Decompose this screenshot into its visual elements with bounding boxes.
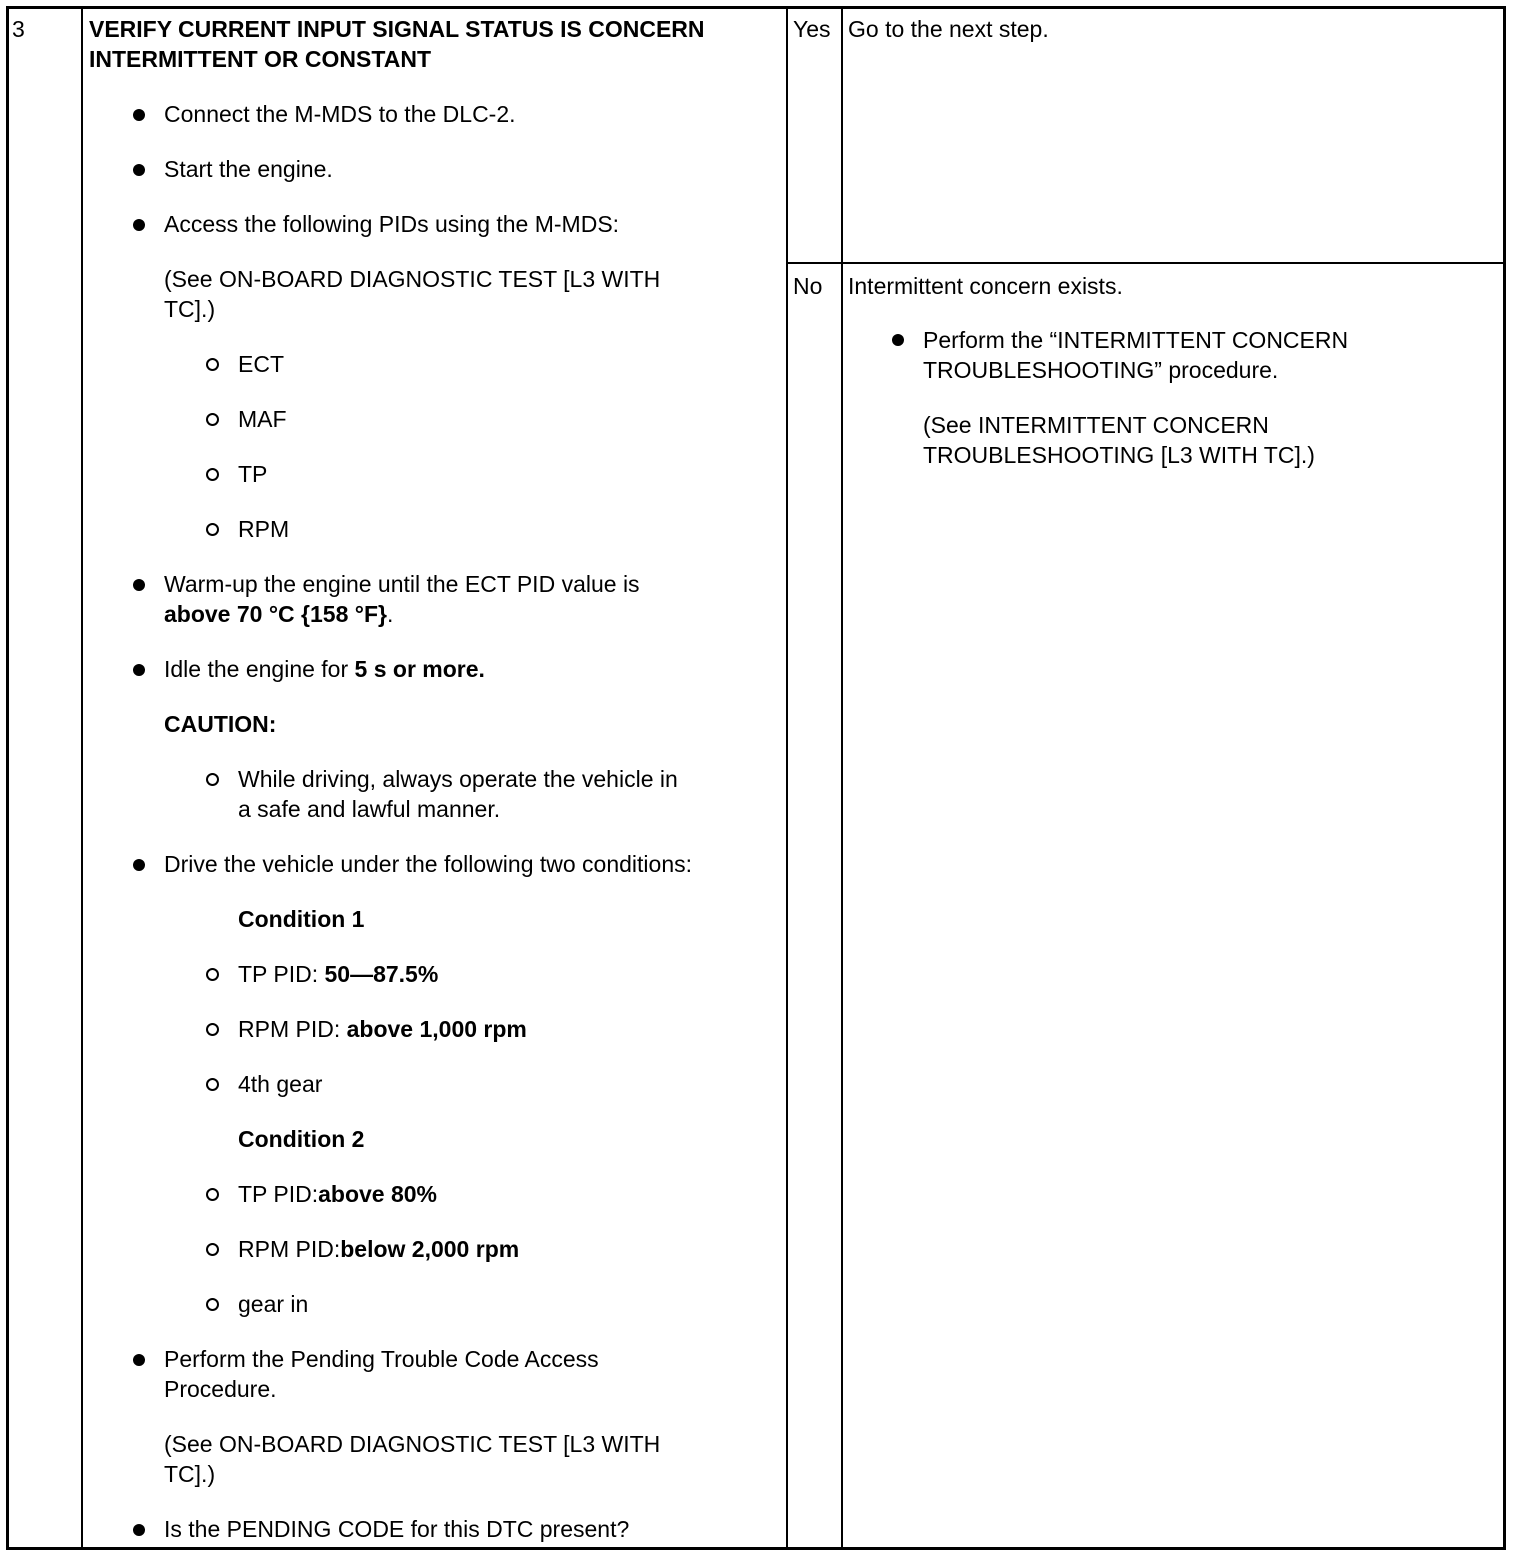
see-obd-ref-1-cont: TC].) [164,296,216,322]
pid-item: RPM [238,516,290,542]
sub-bullet-icon [206,1188,219,1201]
caution-heading: CAUTION: [164,711,277,737]
no-see-ref-cont: TROUBLESHOOTING [L3 WITH TC].) [923,442,1315,468]
step-warm-up-cont [164,599,393,629]
sub-bullet-icon [206,358,219,371]
row-divider [786,262,1506,264]
rpm-label: RPM PID: [238,1236,341,1262]
no-perform-cont: TROUBLESHOOTING” procedure. [923,357,1279,383]
rpm-value: below 2,000 rpm [340,1236,520,1262]
step-access: Access the following PIDs using the M-MDS: [164,211,620,237]
step-start: Start the engine. [164,156,333,182]
bullet-icon [133,579,145,591]
no-perform: Perform the “INTERMITTENT CONCERN [923,327,1349,353]
column-divider [841,6,843,1550]
step-title-line1: VERIFY CURRENT INPUT SIGNAL STATUS IS CONCERN [89,16,705,42]
sub-bullet-icon [206,773,219,786]
bullet-icon [133,859,145,871]
warm-up-period: . [386,601,394,627]
tp-value: 50—87.5% [324,961,439,987]
tp-label: TP PID: [238,1181,319,1207]
bullet-icon [133,164,145,176]
rpm-value: above 1,000 rpm [346,1016,527,1042]
sub-bullet-icon [206,468,219,481]
sub-bullet-icon [206,413,219,426]
condition-2-gear: gear in [238,1291,309,1317]
condition-2-heading: Condition 2 [238,1126,365,1152]
caution-text-cont: a safe and lawful manner. [238,796,501,822]
pid-item: MAF [238,406,287,432]
sub-bullet-icon [206,1023,219,1036]
bullet-icon [133,109,145,121]
warm-up-temperature: above 70 °C {158 °F} [164,601,387,627]
idle-duration: 5 s or more. [354,656,485,682]
pid-item: TP [238,461,268,487]
bullet-icon [133,219,145,231]
tp-value: above 80% [318,1181,438,1207]
condition-1-tp [238,959,438,989]
no-label: No [793,273,823,299]
see-obd-ref-2: (See ON-BOARD DIAGNOSTIC TEST [L3 WITH [164,1431,661,1457]
yes-action: Go to the next step. [848,16,1049,42]
bullet-icon [133,1354,145,1366]
no-see-ref: (See INTERMITTENT CONCERN [923,412,1269,438]
condition-1-gear: 4th gear [238,1071,323,1097]
rpm-label: RPM PID: [238,1016,347,1042]
no-action: Intermittent concern exists. [848,273,1123,299]
sub-bullet-icon [206,1243,219,1256]
bullet-icon [892,334,904,346]
step-question: Is the PENDING CODE for this DTC present? [164,1516,630,1542]
condition-2-rpm [238,1234,519,1264]
step-idle [164,654,485,684]
step-title-line2: INTERMITTENT OR CONSTANT [89,46,431,72]
see-obd-ref-1: (See ON-BOARD DIAGNOSTIC TEST [L3 WITH [164,266,661,292]
tp-label: TP PID: [238,961,325,987]
step-pending: Perform the Pending Trouble Code Access [164,1346,599,1372]
column-divider [786,6,788,1550]
condition-1-rpm [238,1014,527,1044]
sub-bullet-icon [206,968,219,981]
step-connect: Connect the M-MDS to the DLC-2. [164,101,516,127]
idle-text: Idle the engine for [164,656,355,682]
step-drive: Drive the vehicle under the following two conditions: [164,851,693,877]
sub-bullet-icon [206,523,219,536]
pid-item: ECT [238,351,284,377]
step-warm-up: Warm-up the engine until the ECT PID value is [164,571,640,597]
sub-bullet-icon [206,1078,219,1091]
bullet-icon [133,1524,145,1536]
caution-text: While driving, always operate the vehicle in [238,766,678,792]
column-divider [81,6,83,1550]
step-number: 3 [12,16,25,42]
bullet-icon [133,664,145,676]
sub-bullet-icon [206,1298,219,1311]
see-obd-ref-2-cont: TC].) [164,1461,216,1487]
step-pending-cont: Procedure. [164,1376,277,1402]
condition-1-heading: Condition 1 [238,906,365,932]
condition-2-tp [238,1179,437,1209]
yes-label: Yes [793,16,831,42]
